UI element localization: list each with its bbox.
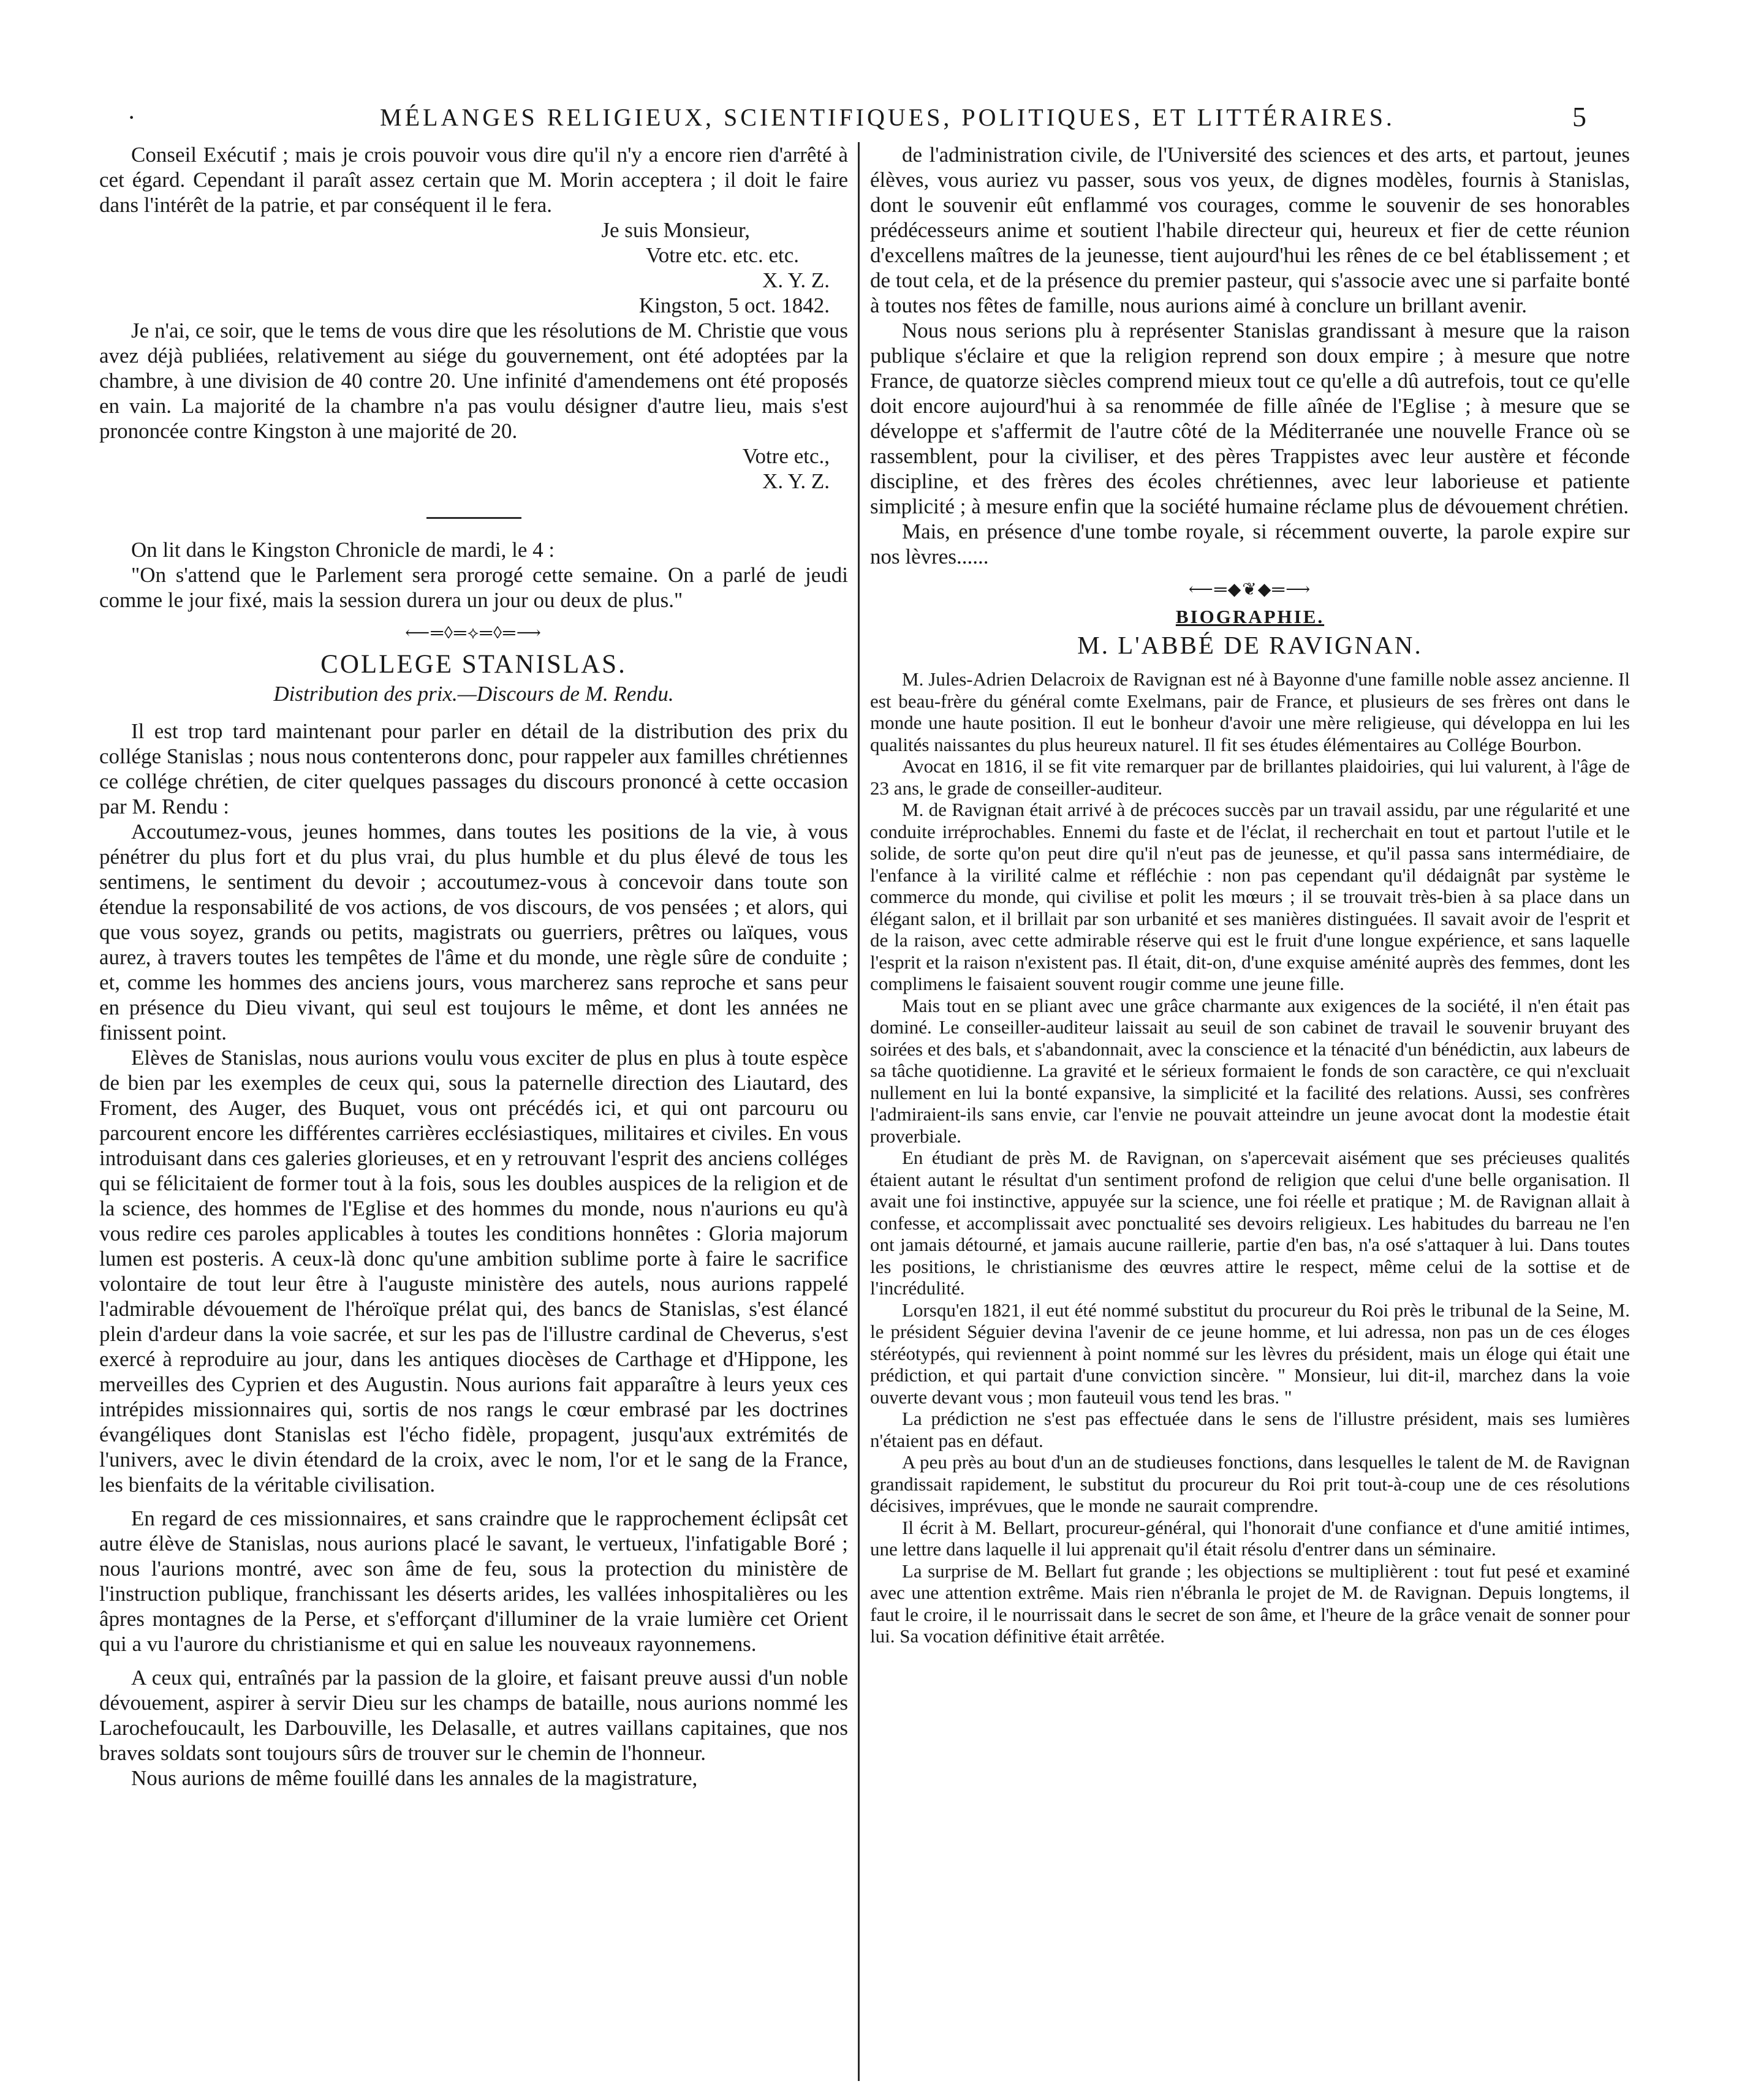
page-number: 5	[1572, 101, 1586, 132]
section-subtitle: Distribution des prix.—Discours de M. Rendu.	[273, 682, 674, 706]
article-paragraph: de l'administration civile, de l'Université des sciences et des arts, et partout, jeunes élèves, vous auriez vu passer, sous vos yeux, de dignes modèles, fournis à Stanislas, dont le souvenir eût enflammé vos courages, comme le souvenir de ses honorables prédécesseurs anime et soutient l'habile directeur qui, heureux et fier de cette réunion d'excellens maîtres de la jeunesse, tient aujourd'hui les rênes de ce bel établissement ; et de tout cela, et de la présence du premier pasteur, qui s'associe avec une si parfaite bonté à toutes nos fêtes de famille, nous aurions aimé à conclure un brillant avenir.	[870, 143, 1630, 317]
article-paragraph: Il est trop tard maintenant pour parler en détail de la distribution des prix du collége Stanislas ; nous nous contenterons donc, pour rappeler aux familles chrétiennes ce collége chrétien, de citer quelques passages du discours prononcé à cette occasion par M. Rendu :	[99, 719, 848, 818]
biography-paragraph: Il écrit à M. Bellart, procureur-général, qui l'honorait d'une confiance et d'une amitié intimes, une lettre dans laquelle il lui apprenait qu'il était résolu d'entrer dans un séminaire.	[870, 1516, 1630, 1560]
biography-paragraph: Mais tout en se pliant avec une grâce charmante aux exigences de la société, il n'en était pas dominé. Le conseiller-auditeur laissait au seuil de son cabinet de travail le souvenir bruyant des soirées et des bals, et s'abandonnait, avec la conscience et la ténacité d'un bénédictin, aux labeurs de sa tâche quotidienne. La gravité et le sérieux formaient le fonds de son caractère, ce qui n'excluait nullement en lui la bonté expansive, la simplicité et la facilité des relations. Aussi, ses confrères l'admiraient-ils sans envie, car l'envie ne pouvait atteindre un jeune avocat dont la modestie était proverbiale.	[870, 994, 1630, 1147]
ornament-divider: ⟵═◆❦◆═⟶	[1188, 580, 1312, 599]
article-paragraph: Mais, en présence d'une tombe royale, si récemment ouverte, la parole expire sur nos lèvres......	[870, 519, 1630, 568]
letter-closing: Votre etc. etc. etc.	[645, 243, 799, 267]
article-paragraph: Accoutumez-vous, jeunes hommes, dans toutes les positions de la vie, à vous pénétrer du plus fort et du plus vrai, du plus humble et du plus élevé de tous les sentimens, le sentiment du devoir ; accoutumez-vous à concevoir dans toute son étendue la responsabilité de vos actions, de vos discours, de vos pensées ; et alors, qui que vous soyez, grands ou petits, magistrats ou guerriers, prêtres ou laïques, vous aurez, à travers toutes les tempêtes de l'âme et du monde, une règle sûre de conduite ; et, comme les hommes des anciens jours, vous marcherez sans reproche et sans peur en présence du Dieu vivant, qui seul est toujours le même, et dont les années ne finissent point.	[99, 820, 848, 1044]
column-divider	[858, 142, 860, 2081]
letter-place-date: Kingston, 5 oct. 1842.	[638, 293, 830, 317]
article-paragraph: En regard de ces missionnaires, et sans craindre que le rapprochement éclipsât cet autre élève de Stanislas, nous aurions placé le savant, le vertueux, l'infatigable Boré ; nous l'aurions montré, avec son âme de feu, sous la protection du ministère de l'instruction publique, franchissant les déserts arides, les vallées inhospitalières ou les âpres montagnes de la Perse, et s'efforçant d'illuminer de la vraie lumière cet Orient qui a vu l'aurore du christianisme et qui en salue les nouveaux rayonnemens.	[99, 1506, 848, 1656]
letter-paragraph: Je n'ai, ce soir, que le tems de vous dire que les résolutions de M. Christie que vous avez déjà publiées, relativement au siége du gouvernement, ont été adoptées par la chambre, à une division de 40 contre 20. Une infinité d'amendemens ont été proposés en vain. La majorité de la chambre n'a pas voulu désigner d'autre lieu, mais s'est prononcée contre Kingston à une majorité de 20.	[99, 319, 848, 443]
biography-title: M. L'ABBÉ DE RAVIGNAN.	[1077, 631, 1423, 659]
section-title: COLLEGE STANISLAS.	[320, 650, 627, 679]
page-header	[0, 0, 1742, 141]
biography-paragraph: M. Jules-Adrien Delacroix de Ravignan est né à Bayonne d'une famille noble assez ancienne. Il est beau-frère du général comte Exelmans, pair de France, et plusieurs de ses frères ont dans le monde une haute position. Il eut le bonheur d'avoir une mère religieuse, qui développa en lui les qualités naissantes du plus heureux naturel. Il fit ses études élémentaires au Collége Bourbon.	[870, 668, 1630, 755]
letter-closing: Votre etc.,	[742, 444, 830, 468]
article-paragraph: Elèves de Stanislas, nous aurions voulu vous exciter de plus en plus à toute espèce de bien par les exemples de ceux qui, sous la paternelle direction des Liautard, des Froment, des Auger, des Buquet, vous ont précédés ici, et qui ont parcouru ou parcourent encore les différentes carrières ecclésiastiques, militaires et civiles. En vous introduisant dans ces galeries glorieuses, et en y retrouvant l'esprit des anciens colléges qui se félicitaient de former tout à la fois, sous les doubles auspices de la religion et de la science, des hommes de l'Eglise et des hommes du monde, nous n'aurions eu qu'à vous redire ces paroles applicables à toutes les conditions honnêtes : Gloria majorum lumen est posteris. A ceux-là donc qu'une ambition sublime porte à faire le sacrifice volontaire de tout leur être à l'auguste ministère des autels, nous aurions rappelé l'admirable dévouement de l'héroïque prélat qui, des bancs de Stanislas, s'est élancé plein d'ardeur dans la voie sacrée, et sur les pas de l'illustre cardinal de Cheverus, s'est exercé à reproduire au jour, dans les antiques diocèses de Carthage et d'Hippone, les merveilles des Cyprien et des Augustin. Nous aurions fait apparaître à leurs yeux ces intrépides missionnaires qui, sortis de nos rangs le cœur embrasé par les doctrines évangéliques dont Stanislas est l'écho fidèle, propagent, jusqu'aux extrémités de l'univers, avec le divin étendard de la croix, avec le nom, l'or et le sang de la France, les bienfaits de la véritable civilisation.	[99, 1046, 848, 1497]
biography-paragraph: Lorsqu'en 1821, il eut été nommé substitut du procureur du Roi près le tribunal de la Seine, M. le président Séguier devina l'avenir de ce jeune homme, et lui adressa, non pas un de ces éloges stéréotypés, qui reviennent à point nommé sur les lèvres du président, mais un éloge qui était une prédiction, et qui partait d'une conviction sincère. " Monsieur, lui dit-il, marchez dans la voie ouverte devant vous ; mon fauteuil vous tend les bras. "	[870, 1299, 1630, 1408]
chronicle-intro: On lit dans le Kingston Chronicle de mardi, le 4 :	[131, 538, 555, 562]
right-column	[870, 142, 1630, 2088]
separator-rule	[426, 517, 521, 519]
biography-body	[870, 668, 1630, 1647]
biography-label: BIOGRAPHIE.	[1175, 606, 1325, 627]
biography-paragraph: La surprise de M. Bellart fut grande ; les objections se multiplièrent : tout fut pesé et examiné avec une attention extrême. Mais rien n'ébranla le projet de M. de Ravignan. Depuis longtems, il faut le croire, il le nourrissait dans le secret de son âme, et l'heure de la grâce venait de sonner pour lui. Sa vocation définitive était arrêtée.	[870, 1560, 1630, 1647]
article-paragraph: Nous nous serions plu à représenter Stanislas grandissant à mesure que la raison publique s'éclaire et que la religion reprend son doux empire ; à mesure que notre France, de quatorze siècles comprend mieux tout ce qu'elle a dû autrefois, tout ce qu'elle doit encore aujourd'hui à sa renommée de fille aînée de l'Eglise ; à mesure que se développe et s'affermit de l'autre côté de la Méditerranée une nouvelle France où se rassemblent, pour la civiliser, et des pères Trappistes avec leur austère et féconde discipline, et des frères des écoles chrétiennes, avec leur laborieuse et patiente simplicité ; à mesure enfin que la société humaine réclame plus de dévouement chrétien.	[870, 319, 1630, 518]
letter-signature: X. Y. Z.	[762, 268, 830, 292]
left-column	[99, 142, 848, 2088]
biography-paragraph: M. de Ravignan était arrivé à de précoces succès par un travail assidu, par une régularité et une conduite irréprochables. Ennemi du faste et de l'éclat, il recherchait en tout et partout l'utile et le solide, de sorte qu'on peut dire qu'il n'eut pas de jeunesse, et qu'il passa sans intermédiaire, de l'enfance à la virilité calme et réfléchie : non pas cependant qu'il dédaignât par système le commerce du monde, qui civilise et polit les mœurs ; il se trouvait très-bien à sa place dans un élégant salon, et il brillait par son urbanité et ses manières distinguées. Il savait avoir de l'esprit et de la raison, avec cette admirable réserve qui est le fruit d'une longue expérience, et sans laquelle l'esprit et la raison n'existent pas. Il était, dit-on, d'une exquise aménité auprès des femmes, dont les complimens le faisaient souvent rougir comme une jeune fille.	[870, 799, 1630, 994]
article-paragraph: Nous aurions de même fouillé dans les annales de la magistrature,	[131, 1766, 698, 1790]
letter-closing: Je suis Monsieur,	[601, 218, 750, 242]
chronicle-quote: "On s'attend que le Parlement sera prorogé cette semaine. On a parlé de jeudi comme le jour fixé, mais la session durera un jour ou deux de plus."	[99, 563, 848, 612]
paragraph-gap	[99, 1656, 848, 1665]
biography-paragraph: Avocat en 1816, il se fit vite remarquer par de brillantes plaidoiries, qui lui valurent, à l'âge de 23 ans, le grade de conseiller-auditeur.	[870, 755, 1630, 799]
paragraph-gap	[99, 1497, 848, 1506]
biography-paragraph: La prédiction ne s'est pas effectuée dans le sens de l'illustre président, mais ses lumières n'étaient pas en défaut.	[870, 1408, 1630, 1451]
running-title: MÉLANGES RELIGIEUX, SCIENTIFIQUES, POLITIQUES, ET LITTÉRAIRES.	[380, 104, 1395, 131]
biography-paragraph: En étudiant de près M. de Ravignan, on s'apercevait aisément que ses précieuses qualités étaient autant le résultat d'un sentiment profond de religion que celui d'une belle organisation. Il avait une foi instinctive, appuyée sur la science, une foi réelle et pratique ; M. de Ravignan allait à confesse, et accomplissait avec ponctualité ses devoirs religieux. Les habitudes du barreau ne l'en ont jamais détourné, et jamais aucune raillerie, partie d'en bas, n'a osé s'attaquer à lui. Dans toutes les positions, le christianisme des œuvres attire le respect, même celui de la sottise et de l'incrédulité.	[870, 1147, 1630, 1299]
biography-paragraph: A peu près au bout d'un an de studieuses fonctions, dans lesquelles le talent de M. de Ravignan grandissait rapidement, le substitut du procureur du Roi prit tout-à-coup une de ces résolutions décisives, imprévues, que le monde ne saurait comprendre.	[870, 1451, 1630, 1516]
header-dot: ·	[127, 104, 136, 131]
article-paragraph: A ceux qui, entraînés par la passion de la gloire, et faisant preuve aussi d'un noble dévouement, aspirer à servir Dieu sur les champs de bataille, nous aurions nommé les Larochefoucault, les Darbouville, les Delasalle, et autres vaillans capitaines, que nos braves soldats sont toujours sûrs de trouver sur le chemin de l'honneur.	[99, 1666, 848, 1765]
letter-signature: X. Y. Z.	[762, 469, 830, 493]
ornament-divider: ⟵═◊═⟡═◊═⟶	[405, 624, 542, 643]
letter-paragraph: Conseil Exécutif ; mais je crois pouvoir vous dire qu'il n'y a encore rien d'arrêté à cet égard. Cependant il paraît assez certain que M. Morin acceptera ; il doit le faire dans l'intérêt de la patrie, et par conséquent il le fera.	[99, 143, 848, 217]
